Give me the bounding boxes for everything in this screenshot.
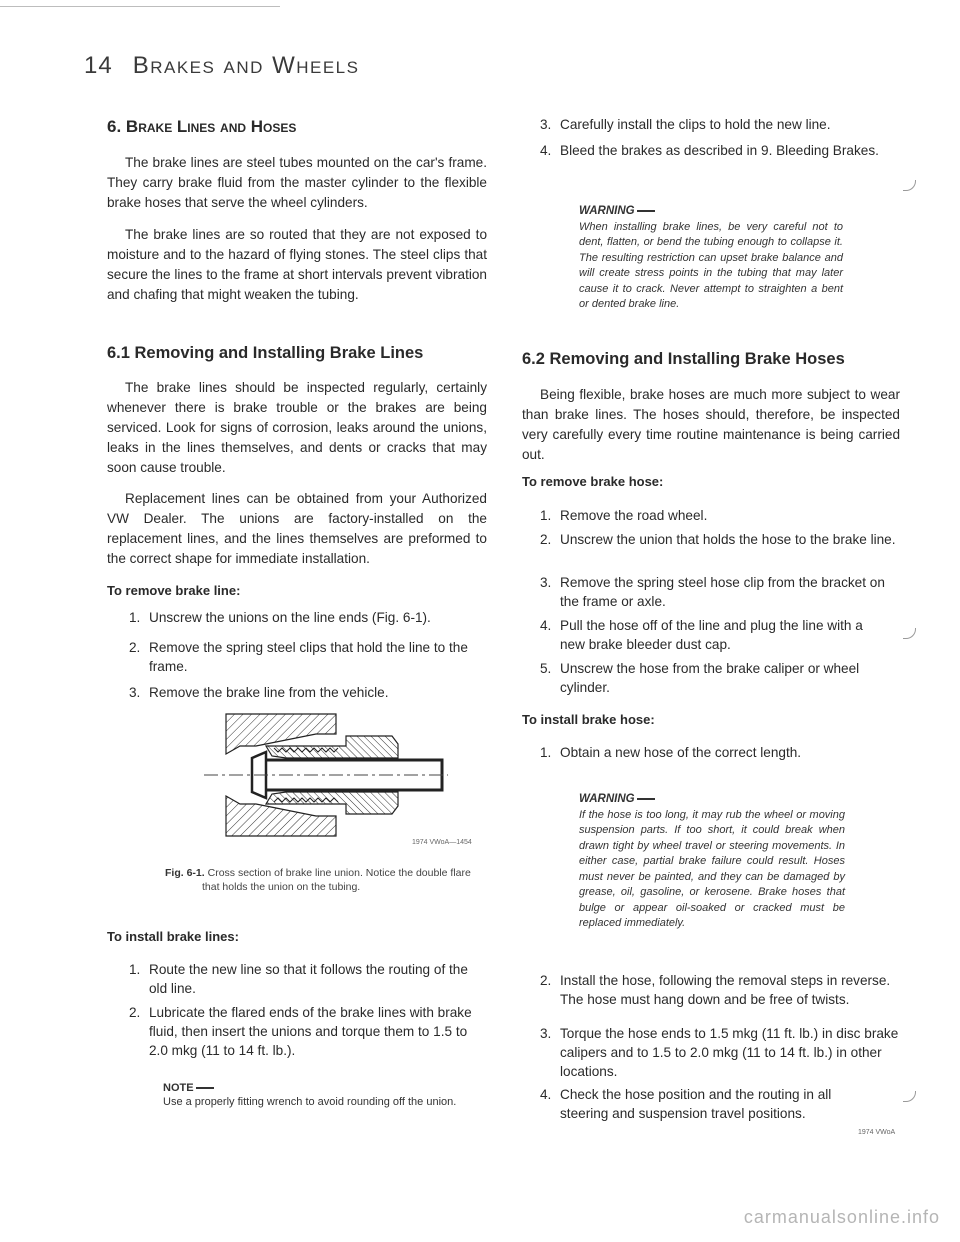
- margin-mark: [903, 1091, 916, 1102]
- remove-hose-step-2: 2. Unscrew the union that holds the hose to the brake line.: [540, 532, 896, 547]
- end-code: 1974 VWoA: [858, 1129, 896, 1136]
- remove-line-step-3: 3. Remove the brake line from the vehicle.: [129, 685, 389, 700]
- install-line-step-2: 2. Lubricate the flared ends of the brake lines with brake fluid, then insert the unions and torque them to 1.5 to 2.0 mkg (11 to 14 ft. lb.).: [129, 1005, 472, 1058]
- install-hose-step-2: 2. Install the hose, following the removal steps in reverse. The hose must hang down and be free of twists.: [540, 973, 891, 1007]
- install-hose-step-4: 4. Check the hose position and the routing in all steering and suspension travel positions.: [540, 1087, 832, 1121]
- note-box: [163, 1081, 463, 1109]
- install-hose-step-1: 1. Obtain a new hose of the correct length.: [540, 745, 802, 760]
- note-text: Use a properly fitting wrench to avoid rounding off the union.: [163, 1096, 457, 1108]
- remove-hose-step-5: 5. Unscrew the hose from the brake caliper or wheel cylinder.: [540, 661, 860, 695]
- install-hose-step-3: 3. Torque the hose ends to 1.5 mkg (11 ft. lb.) in disc brake calipers and to 1.5 to 2.0 mkg (11 to 14 ft. lb.) in other locations.: [540, 1026, 899, 1079]
- subsection-6-1-title: 6.1 Removing and Installing Brake Lines: [107, 344, 424, 362]
- hose-warning-label: WARNING: [579, 792, 845, 808]
- page-number: 14: [84, 52, 113, 79]
- install-line-step-3: 3. Carefully install the clips to hold the new line.: [540, 117, 831, 132]
- brake-line-warning: [579, 204, 843, 313]
- remove-hose-heading: To remove brake hose:: [522, 474, 664, 489]
- remove-line-heading: To remove brake line:: [107, 583, 241, 598]
- subsection-6-2-title: 6.2 Removing and Installing Brake Hoses: [522, 350, 845, 368]
- warning-text: When installing brake lines, be very careful not to dent, flatten, or bend the tubing enough to collapse it. The resulting restriction can upset brake balance and will create stress points in the tubing that may later cause it to crack. Never attempt to straighten a bent or dented brake line.: [579, 220, 843, 310]
- remove-line-step-1: 1. Unscrew the unions on the line ends (Fig. 6-1).: [129, 610, 431, 625]
- s62-paragraph: Being flexible, brake hoses are much more subject to wear than brake lines. The hoses should, therefore, be inspected very carefully every time routine maintenance is being carried out.: [522, 387, 900, 462]
- note-label: NOTE: [163, 1081, 463, 1095]
- install-lines-heading: To install brake lines:: [107, 929, 239, 944]
- remove-hose-step-1: 1. Remove the road wheel.: [540, 508, 708, 523]
- s61-paragraph-1: The brake lines should be inspected regularly, certainly whenever there is brake trouble or the brakes are being serviced. Look for signs of corrosion, leaks around the unions, leaks in the lines themselves, and dents or cracks that may soon cause trouble.: [107, 380, 487, 475]
- s61-paragraph-2: Replacement lines can be obtained from your Authorized VW Dealer. The unions are factory-installed on the replacement lines, and the lines themselves are preformed to the correct shape for immediate installation.: [107, 491, 487, 566]
- margin-mark: [903, 628, 916, 639]
- margin-mark: [903, 180, 916, 191]
- running-header: [84, 52, 359, 80]
- intro-paragraph-1: The brake lines are steel tubes mounted on the car's frame. They carry brake fluid from the master cylinder to the flexible brake hoses that serve the wheel cylinders.: [107, 155, 487, 210]
- section-heading: [107, 117, 296, 137]
- brake-hose-warning: [579, 792, 845, 932]
- figure-code: 1974 VWoA—1454: [412, 839, 472, 846]
- watermark: carmanualsonline.info: [743, 1207, 940, 1227]
- section-title: Brake Lines and Hoses: [125, 117, 297, 136]
- intro-paragraph-2: The brake lines are so routed that they are not exposed to moisture and to the hazard of flying stones. The steel clips that secure the lines to the frame at short intervals prevent vibration and chafing that might weaken the tubing.: [107, 227, 487, 302]
- remove-hose-step-4: 4. Pull the hose off of the line and plug the line with a new brake bleeder dust cap.: [540, 618, 863, 652]
- install-hose-heading: To install brake hose:: [522, 712, 655, 727]
- top-rule: [0, 0, 280, 7]
- hose-warning-text: If the hose is too long, it may rub the wheel or moving suspension parts. If too short, it could break when drawn tight by wheel travel or steering movements. In either case, partial brake failure could result. Hoses must never be painted, and they can be damaged by grease, oil, gasoline, or kerosene. Brake hoses that bulge or appear oil-soaked or cracked must be replaced immediately.: [579, 808, 845, 929]
- warning-label: WARNING: [579, 204, 843, 220]
- install-line-step-4: 4. Bleed the brakes as described in 9. Bleeding Brakes.: [540, 143, 879, 158]
- remove-line-step-2: 2. Remove the spring steel clips that hold the line to the frame.: [129, 640, 468, 674]
- brake-union-cross-section-figure: [196, 710, 456, 850]
- figure-label: Fig. 6-1.: [165, 867, 205, 879]
- remove-hose-step-3: 3. Remove the spring steel hose clip from the bracket on the frame or axle.: [540, 575, 885, 609]
- header-section-title: Brakes and Wheels: [132, 52, 360, 79]
- figure-caption-text: Cross section of brake line union. Notice the double flare that holds the union on the tubing.: [202, 867, 471, 893]
- install-line-step-1: 1. Route the new line so that it follows the routing of the old line.: [129, 962, 468, 996]
- figure-caption: [165, 866, 487, 894]
- section-number: 6.: [107, 117, 122, 136]
